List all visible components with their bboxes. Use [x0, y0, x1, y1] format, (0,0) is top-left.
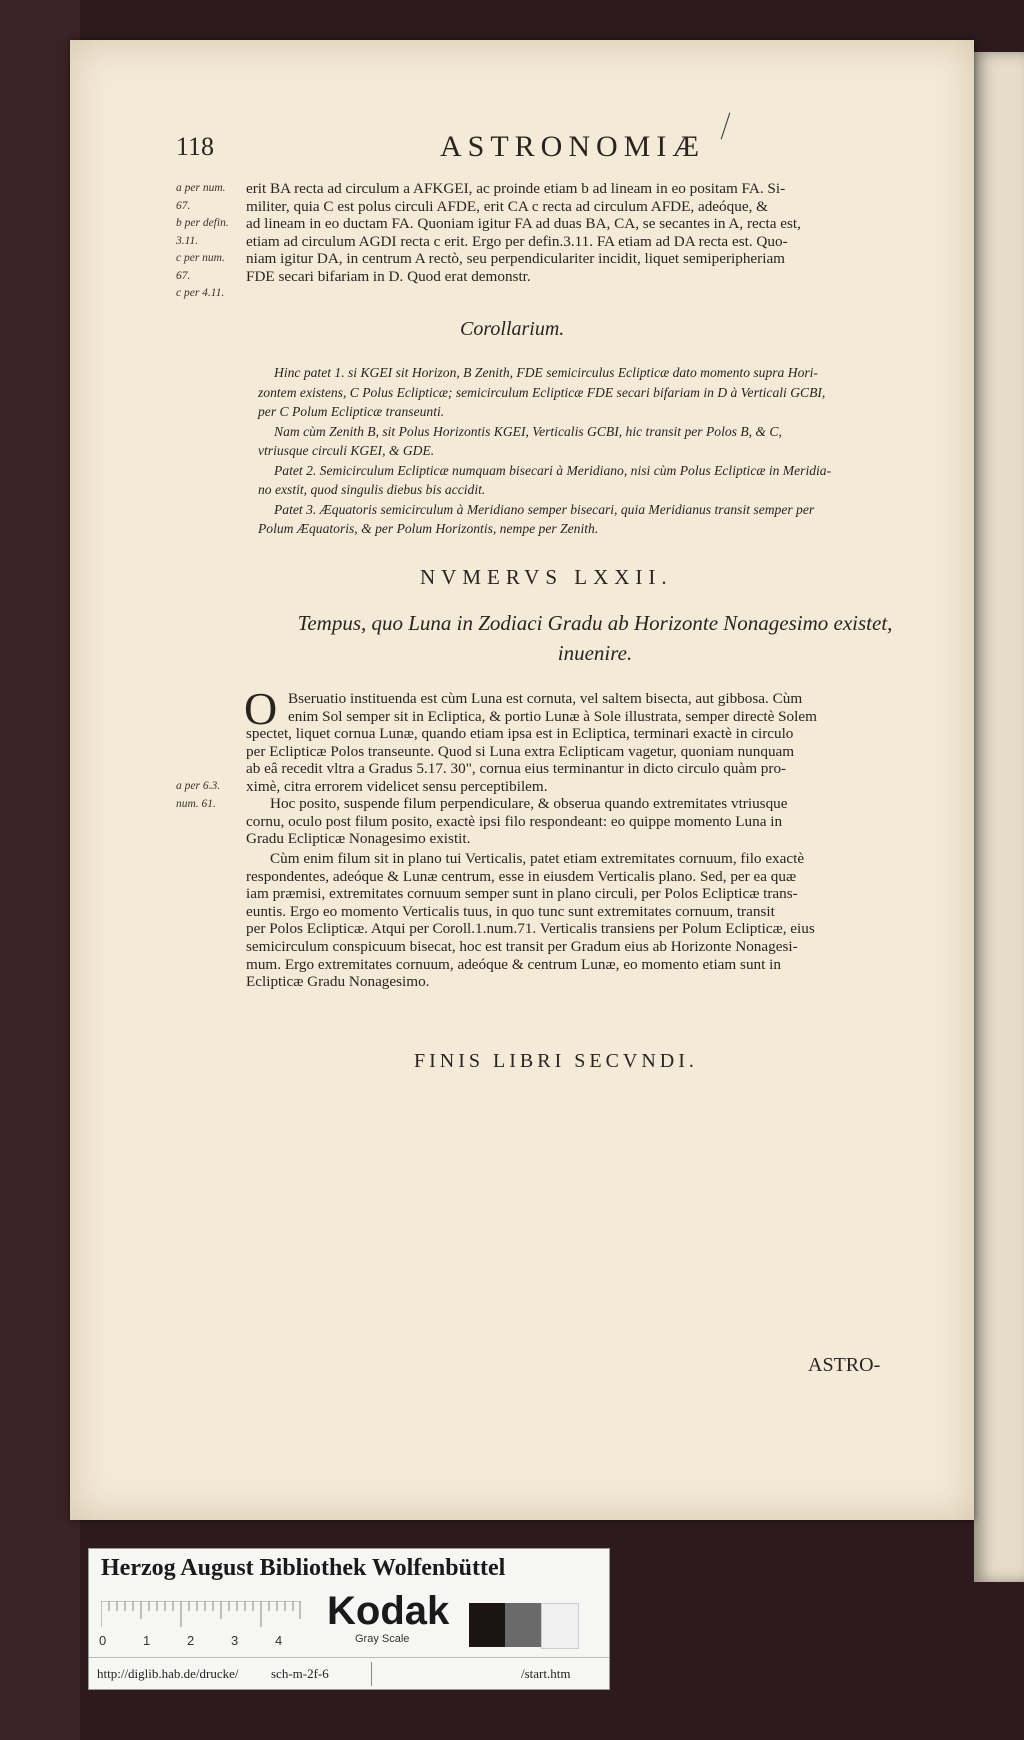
ruler-number: 0 [99, 1633, 107, 1648]
text-line: no exstit, quod singulis diebus bis accidit. [258, 482, 486, 497]
text-line: Hoc posito, suspende filum perpendiculare, & obserua quando extremitates vtriusque [270, 795, 788, 812]
margin-note: b per defin. [176, 217, 229, 229]
drop-cap: O [244, 683, 278, 734]
chapter-title-line: inuenire. [557, 641, 633, 665]
kodak-logo: Kodak [327, 1589, 450, 1633]
text-line: respondentes, adeóque & Lunæ centrum, esse in eiusdem Verticalis plano. Sed, per ea quæ [246, 867, 797, 885]
footer-divider [371, 1662, 372, 1686]
chapter-title-line: Tempus, quo Luna in Zodiaci Gradu ab Horizonte Nonagesimo existet, [297, 611, 893, 635]
ruler-number: 2 [187, 1633, 195, 1648]
text-line: enim Sol semper sit in Ecliptica, & portio Lunæ à Sole illustrata, semper directè Solem [288, 707, 817, 725]
text-line: militer, quia C est polus circuli AFDE, erit CA c recta ad circulum AFDE, adeóque, & [246, 197, 768, 215]
text-line: mum. Ergo extremitates cornuum, adeóque & centrum Lunæ, eo momento etiam sunt in [246, 955, 781, 973]
corollary-text [258, 363, 934, 539]
url-right: /start.htm [521, 1666, 571, 1681]
running-head: ASTRONOMIÆ [440, 130, 706, 163]
facing-page-edge [974, 52, 1024, 1582]
gray-swatch [505, 1603, 541, 1647]
gray-scale-label: Gray Scale [355, 1633, 410, 1645]
paragraph-1 [246, 180, 934, 286]
corollary-heading: Corollarium. [460, 318, 565, 340]
url-left: http://diglib.hab.de/drucke/ [97, 1666, 239, 1681]
text-line: niam igitur DA, in centrum A rectò, seu perpendiculariter incidit, liquet semiperipheriam [246, 250, 785, 268]
margin-notes-top [176, 180, 244, 303]
text-line: ximè, citra errorem videlicet sensu perceptibilem. [246, 777, 548, 795]
catchword: ASTRO- [808, 1354, 881, 1376]
text-line: Polum Æquatoris, & per Polum Horizontis, nempe per Zenith. [258, 521, 599, 536]
url-mid: sch-m-2f-6 [271, 1666, 329, 1681]
text-line: per Polos Eclipticæ. Atqui per Coroll.1.num.71. Verticalis transiens per Polum Eclipticæ, eius [246, 920, 815, 938]
text-line: FDE secari bifariam in D. Quod erat demonstr. [246, 267, 531, 285]
text-line: euntis. Ergo eo momento Verticalis tuus, in quo tunc sunt extremitates cornuum, transit [246, 902, 775, 920]
text-line: Bseruatio instituenda est cùm Luna est cornuta, vel saltem bisecta, aut gibbosa. Cùm [288, 690, 803, 707]
text-line: spectet, liquet cornua Lunæ, quando etiam ipsa est in Ecliptica, terminari exactè in circulo [246, 725, 794, 743]
text-line: etiam ad circulum AGDI recta c erit. Ergo per defin.3.11. FA etiam ad DA recta est. Quo- [246, 232, 788, 250]
intro-paragraph [244, 683, 934, 796]
card-footer [89, 1657, 609, 1690]
chapter-title [250, 608, 940, 668]
background-left [0, 0, 80, 1740]
text-line: vtriusque circuli KGEI, & GDE. [258, 443, 435, 458]
text-line: zontem existens, C Polus Eclipticæ; semicirculum Eclipticæ FDE secari bifariam in D à Verticali GCBI, [258, 384, 826, 400]
margin-note: num. 61. [176, 797, 216, 810]
margin-note: a per num. [176, 182, 226, 194]
margin-note: c per num. [176, 252, 225, 264]
corollary-paragraph [258, 363, 934, 422]
text-line: Gradu Eclipticæ Nonagesimo existit. [246, 830, 471, 848]
margin-note: 67. [176, 269, 191, 282]
text-line: per Eclipticæ Polos transeunte. Quod si Luna extra Eclipticam vagetur, quoniam nunquam [246, 742, 795, 760]
text-line: iam præmisi, extremitates cornuum semper sunt in plano circuli, per Polos Eclipticæ trans- [246, 885, 798, 903]
text-line: semicirculum conspicuum bisecat, hoc est transit per Gradum eius ab Horizonte Nonagesi- [246, 937, 798, 955]
corollary-paragraph [258, 461, 934, 500]
page-number: 118 [176, 132, 215, 161]
black-swatch [469, 1603, 505, 1647]
ruler-number: 3 [231, 1633, 239, 1648]
library-color-card [88, 1548, 610, 1690]
margin-note: a per 6.3. [176, 780, 221, 792]
text-line: ad lineam in eo ductam FA. Quoniam igitur FA ad duas BA, CA, se secantes in A, recta est, [246, 215, 801, 233]
margin-note: 67. [176, 199, 191, 212]
ruler-number: 4 [275, 1633, 283, 1648]
section-number: NVMERVS LXXII. [420, 565, 673, 589]
text-line: Nam cùm Zenith B, sit Polus Horizontis KGEI, Verticalis GCBI, hic transit per Polos B, & C, [274, 423, 782, 439]
ruler-number: 1 [143, 1633, 151, 1648]
margin-note: 3.11. [176, 234, 199, 247]
text-line: cornu, oculo post filum posito, exactè ipsi filo respondeant: eo quippe momento Luna in [246, 812, 783, 830]
text-line: Cùm enim filum sit in plano tui Verticalis, patet etiam extremitates cornuum, filo exactè [270, 850, 805, 867]
text-line: Eclipticæ Gradu Nonagesimo. [246, 973, 430, 991]
text-line: Patet 2. Semicirculum Eclipticæ numquam bisecari à Meridiano, nisi cùm Polus Eclipticæ in Meridia- [274, 462, 832, 478]
margin-note: c per 4.11. [176, 287, 225, 299]
text-line: ab eâ recedit vltra a Gradus 5.17. 30", cornua eius terminantur in dicto circulo quàm pro- [246, 760, 787, 778]
library-title: Herzog August Bibliothek Wolfenbüttel [101, 1555, 506, 1581]
corollary-paragraph [258, 500, 934, 539]
finis-heading: FINIS LIBRI SECVNDI. [414, 1050, 698, 1072]
white-swatch [541, 1603, 579, 1649]
text-line: Hinc patet 1. si KGEI sit Horizon, B Zenith, FDE semicirculus Eclipticæ dato momento supra Hori- [274, 365, 818, 380]
corollary-paragraph [258, 422, 934, 461]
ruler-scale [101, 1601, 301, 1629]
paragraph-2 [246, 795, 934, 848]
paragraph-3 [246, 850, 934, 991]
text-line: per C Polum Eclipticæ transeunti. [258, 404, 445, 419]
text-line: erit BA recta ad circulum a AFKGEI, ac proinde etiam b ad lineam in eo positam FA. Si- [246, 180, 786, 197]
text-line: Patet 3. Æquatoris semicirculum à Meridiano semper bisecari, quia Meridianus transit semper per [274, 501, 815, 517]
margin-notes-mid [176, 778, 244, 813]
